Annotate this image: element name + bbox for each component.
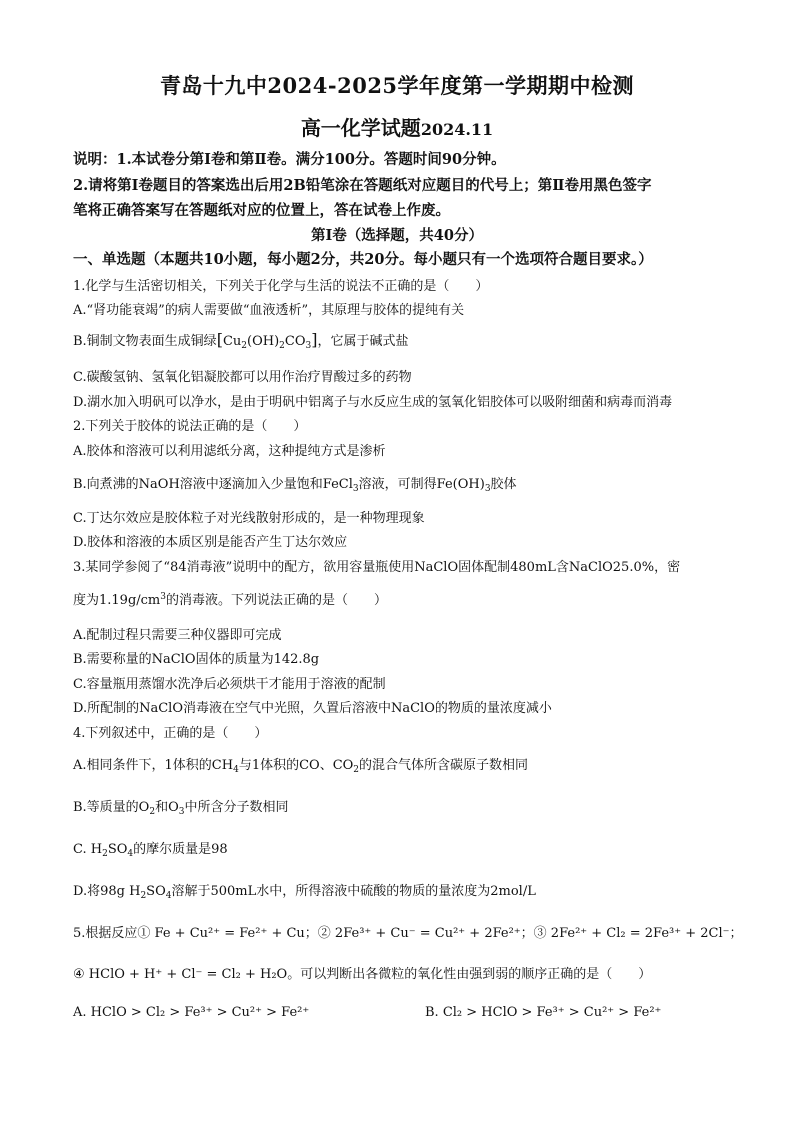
q1-option-b: B.铜制文物表面生成铜绿$[Cu_2(OH)_2CO_3]$，它属于碱式盐 [73,330,409,351]
q3-stem-line-1: 3.某同学参阅了“84消毒液”说明中的配方，欲用容量瓶使用NaClO固体配制480mL含NaClO25.0%，密 [73,560,681,575]
q3-option-d: D.所配制的NaClO消毒液在空气中光照，久置后溶液中NaClO的物质的量浓度减小 [73,701,552,716]
exam-date: 2024.11 [420,120,494,139]
part-heading: 一、单选题（本题共10小题，每小题2分，共20分。每小题只有一个选项符合题目要求。） [73,251,653,268]
instruction-line-1: 说明：1.本试卷分第Ⅰ卷和第Ⅱ卷。满分100分。答题时间90分钟。 [73,151,506,168]
q1-b-formula: [ [216,330,223,349]
q2-b-text-end: 胶体 [490,477,517,492]
q4-b-text: B.等质量的O [73,800,150,815]
subject-title: 高一化学试题 [300,116,421,140]
q2-option-a: A.胶体和溶液可以利用滤纸分离，这种提纯方式是渗析 [73,444,386,459]
q1-option-c: C.碳酸氢钠、氢氧化铝凝胶都可以用作治疗胃酸过多的药物 [73,370,412,385]
q4-d-text: D.将98g H [73,884,141,899]
q4-stem: 4.下列叙述中，正确的是（ ） [73,726,268,741]
q5-options [73,1005,723,1020]
q3-stem2-text-end: 的消毒液。下列说法正确的是（ ） [166,593,388,608]
q2-b-text: B.向煮沸的NaOH溶液中逐滴加入少量饱和FeCl [73,477,353,492]
q5-stem-line-2 [73,963,723,982]
q1-stem: 1.化学与生活密切相关，下列关于化学与生活的说法不正确的是（ ） [73,279,489,294]
q2-stem: 2.下列关于胶体的说法正确的是（ ） [73,419,307,434]
q4-d-text-mid: SO [146,884,166,899]
exam-title: 青岛十九中2024-2025学年度第一学期期中检测 [159,73,635,98]
q2-option-c: C.丁达尔效应是胶体粒子对光线散射形成的，是一种物理现象 [73,511,425,526]
q1-b-text-end: ，它属于碱式盐 [317,334,409,349]
q4-option-a: A.相同条件下，1体积的$CH_4$与1体积的CO、$CO_2$的混合气体所含碳原子数相同 [73,758,529,775]
q4-c-text: C. H [73,842,103,857]
q4-d-text-end: 溶解于500mL水中，所得溶液中硫酸的物质的量浓度为2mol/L [171,884,536,899]
q3-stem-line-2: 度为$1.19g/cm^3$的消毒液。下列说法正确的是（ ） [73,592,388,608]
q3-stem2-text: 度为1.19g/cm [73,593,161,608]
section-heading: 第Ⅰ卷（选择题，共40分） [311,227,483,244]
q1-option-a: A.“肾功能衰竭”的病人需要做“血液透析”，其原理与胶体的提纯有关 [73,303,465,318]
q4-option-d: D.将98g $H_2SO_4$溶解于500mL水中，所得溶液中硫酸的物质的量浓度为2mol/L [73,884,536,901]
q5-equation-4: ④ HClO + H⁺ + Cl⁻ = Cl₂ + H₂O [73,967,288,982]
q4-a-text-end: 的混合气体所含碳原子数相同 [359,758,529,773]
q2-option-b: B.向煮沸的NaOH溶液中逐滴加入少量饱和FeCl$_3$溶液，可制得$Fe(OH)_3$胶体 [73,477,517,494]
q5-option-a: A. HClO > Cl₂ > Fe³⁺ > Cu²⁺ > Fe²⁺ [73,1005,310,1020]
q4-c-text-mid: SO [107,842,128,857]
q4-a-text-mid: 与1体积的CO、CO [238,758,354,773]
q4-option-b: B.等质量的$O_2$和$O_3$中所含分子数相同 [73,800,289,817]
q2-b-text-mid: 溶液，可制得Fe [358,477,453,492]
q3-option-b: B.需要称量的NaClO固体的质量为142.8g [73,652,320,667]
q5-option-b: B. Cl₂ > HClO > Fe³⁺ > Cu²⁺ > Fe²⁺ [425,1005,662,1020]
q3-option-c: C.容量瓶用蒸馏水洗净后必须烘干才能用于溶液的配制 [73,677,386,692]
q1-b-text: B.铜制文物表面生成铜绿 [73,334,217,349]
instruction-line-2: 2.请将第Ⅰ卷题目的答案选出后用2B铅笔涂在答题纸对应题目的代号上；第Ⅱ卷用黑色签字 [73,177,652,194]
q2-option-d: D.胶体和溶液的本质区别是能否产生丁达尔效应 [73,535,348,550]
q4-b-text-mid: 和O [155,800,179,815]
q3-option-a: A.配制过程只需要三种仪器即可完成 [73,628,282,643]
instruction-line-3: 笔将正确答案写在答题纸对应的位置上，答在试卷上作废。 [73,202,450,219]
q4-a-text: A.相同条件下，1体积的CH [73,758,234,773]
q4-option-c: C. $H_2SO_4$的摩尔质量是98 [73,842,228,859]
q1-option-d: D.湖水加入明矾可以净水，是由于明矾中铝离子与水反应生成的氢氧化铝胶体可以吸附细菌和病毒而消毒 [73,395,673,410]
q4-b-text-end: 中所含分子数相同 [184,800,289,815]
q5-stem2-text: 。可以判断出各微粒的氧化性由强到弱的顺序正确的是（ ） [287,967,652,982]
q4-c-text-end: 的摩尔质量是98 [133,842,228,857]
exam-subtitle [0,112,794,141]
q5-stem-line-1: 5.根据反应① Fe + Cu²⁺ = Fe²⁺ + Cu；② 2Fe³⁺ + Cu⁻ = Cu²⁺ + 2Fe²⁺；③ 2Fe²⁺ + Cl₂ = 2Fe³⁺ + 2Cl⁻； [73,926,743,941]
